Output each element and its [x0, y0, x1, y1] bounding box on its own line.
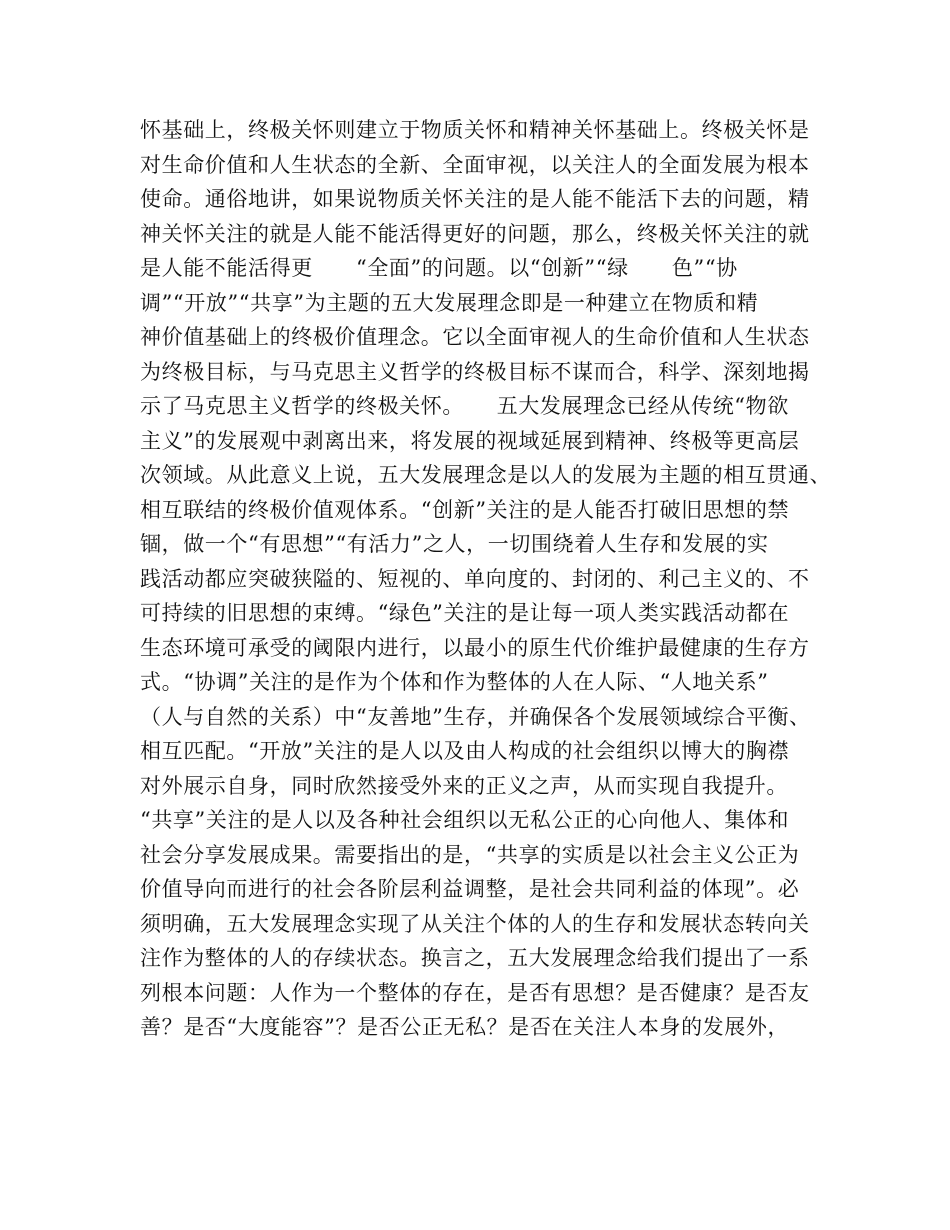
text-line: 生态环境可承受的阈限内进行，以最小的原生代价维护最健康的生存方 — [140, 635, 810, 660]
text-line: 怀基础上，终极关怀则建立于物质关怀和精神关怀基础上。终极关怀是 — [140, 118, 810, 142]
text-line: 践活动都应突破狭隘的、短视的、单向度的、封闭的、利己主义的、不 — [140, 566, 810, 591]
text-line: 为终极目标，与马克思主义哲学的终极目标不谋而合，科学、深刻地揭 — [140, 359, 810, 384]
text-line: 社会分享发展成果。需要指出的是，“共享的实质是以社会主义公正为 — [140, 842, 800, 867]
text-line: “共享”关注的是人以及各种社会组织以无私公正的心向他人、集体和 — [140, 808, 790, 832]
text-line: 列根本问题：人作为一个整体的存在，是否有思想？是否健康？是否友 — [140, 980, 810, 1005]
text-line: 次领域。从此意义上说，五大发展理念是以人的发展为主题的相互贯通、 — [140, 463, 832, 487]
text-line: 相互匹配。“开放”关注的是人以及由人构成的社会组织以博大的胸襟 — [140, 739, 790, 763]
text-line: 须明确，五大发展理念实现了从关注个体的人的生存和发展状态转向关 — [140, 911, 810, 936]
text-line: （人与自然的关系）中“友善地”生存，并确保各个发展领域综合平衡、 — [140, 704, 811, 729]
text-line: 神价值基础上的终极价值理念。它以全面审视人的生命价值和人生状态 — [140, 325, 810, 349]
text-line: 示了马克思主义哲学的终极关怀。 五大发展理念已经从传统“物欲 — [140, 394, 789, 418]
text-line: 式。“协调”关注的是作为个体和作为整体的人在人际、“人地关系” — [140, 670, 769, 694]
text-line: 神关怀关注的就是人能不能活得更好的问题，那么，终极关怀关注的就 — [140, 221, 810, 246]
text-line: 对生命价值和人生状态的全新、全面审视，以关注人的全面发展为根本 — [140, 152, 810, 177]
body-text — [140, 113, 840, 1045]
text-line: 相互联结的终极价值观体系。“创新”关注的是人能否打破旧思想的禁 — [140, 497, 790, 522]
text-line: 使命。通俗地讲，如果说物质关怀关注的是人能不能活下去的问题，精 — [140, 187, 810, 211]
text-line: 善？是否“大度能容”？是否公正无私？是否在关注人本身的发展外， — [140, 1015, 790, 1039]
text-line: 调”“开放”“共享”为主题的五大发展理念即是一种建立在物质和精 — [140, 290, 759, 315]
text-line: 是人能不能活得更 “全面”的问题。以“创新”“绿 色”“协 — [140, 256, 738, 280]
text-line: 可持续的旧思想的束缚。“绿色”关注的是让每一项人类实践活动都在 — [140, 601, 790, 625]
text-line: 注作为整体的人的存续状态。换言之，五大发展理念给我们提出了一系 — [140, 946, 810, 970]
text-line: 价值导向而进行的社会各阶层利益调整，是社会共同利益的体现”。必 — [140, 877, 800, 901]
text-line: 锢，做一个“有思想”“有活力”之人，一切围绕着人生存和发展的实 — [140, 532, 769, 556]
text-line: 主义”的发展观中剥离出来，将发展的视域延展到精神、终极等更高层 — [140, 428, 800, 453]
text-line: 对外展示自身，同时欣然接受外来的正义之声，从而实现自我提升。 — [140, 773, 788, 798]
